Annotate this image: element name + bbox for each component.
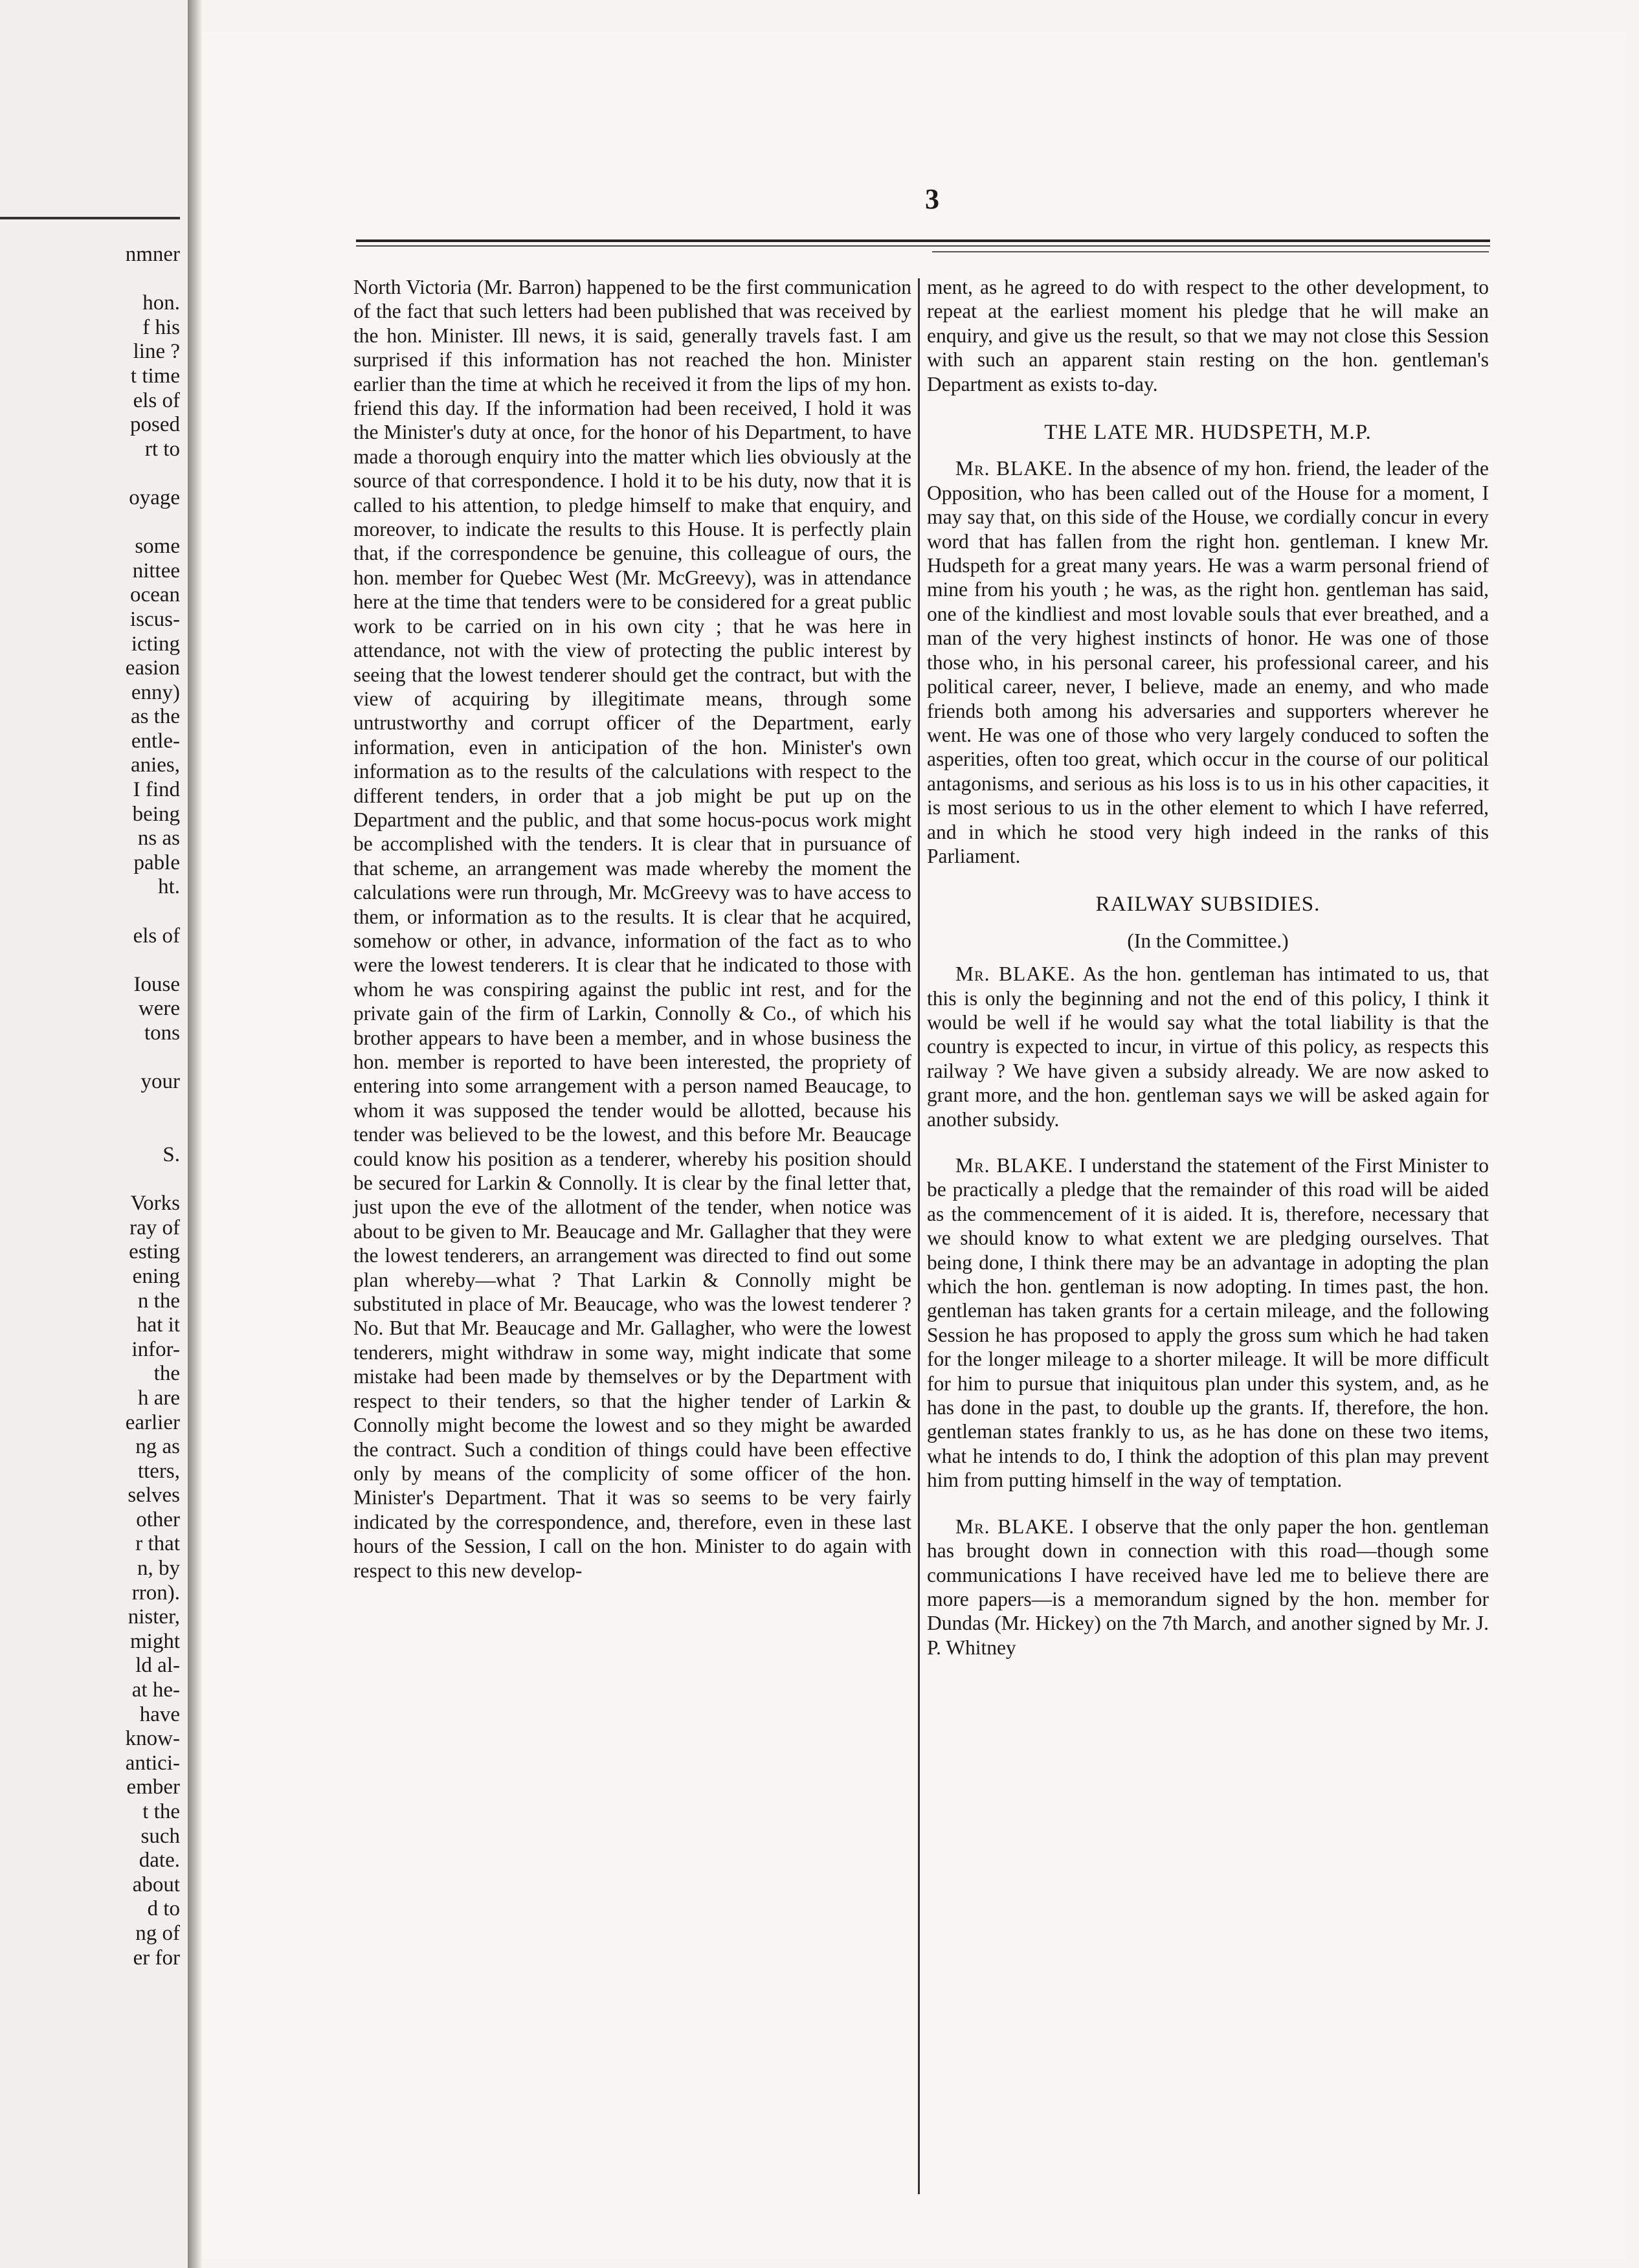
facing-page-line: tters, [137, 1459, 180, 1483]
right-column [927, 275, 1489, 1660]
header-rule-thin [356, 245, 1490, 247]
facing-page-line: iscus- [130, 607, 180, 631]
left-column-paragraph: North Victoria (Mr. Barron) happened to be the first communication of the fact that such letters had been published that was received by the hon. Minister. Ill news, it is said, generally travels fast. I am surprised if this information has not reached the hon. Minister earlier than the time at which he received it from the lips of my hon. friend this day. If the information had been received, I hold it was the Minister's duty at once, for the honor of his Department, to have made a thorough enquiry into the matter which lies obviously at the source of that correspondence. I hold it to be his duty, now that it is called to his attention, to pledge himself to make that enquiry, and moreover, to indicate the results to this House. It is perfectly plain that, if the correspondence be genuine, this colleague of ours, the hon. member for Quebec West (Mr. McGreevy), was in attendance here at the time that tenders were to be considered for a great public work to be carried on in his own city ; that he was here in attendance, not with the view of protecting the public interest by seeing that the lowest tenderer should get the contract, but with the view of acquiring by illegitimate means, through some untrustworthy and corrupt officer of the Department, early information, even in anticipation of the hon. Minister's own information as to the results of the calculations with respect to the different tenders, in order that a job might be put up on the Department and the public, and that some hocus-pocus work might be accomplished with the tenders. It is clear that in pursuance of that scheme, an arrangement was made whereby the moment the calculations were run through, Mr. McGreevy was to have access to them, or information as to the results. It is clear that he acquired, somehow or other, in advance, information of the fact as to who were the lowest tenderers. It is clear that he indicated to those with whom he was conspiring against the public int rest, and for the private gain of the firm of Larkin, Connolly & Co., of which his brother appears to have been a member, and in whose business the hon. member is reported to have been interested, the propriety of entering into some arrangement with a person named Beaucage, to whom it was supposed the tender would be allotted, because his tender was believed to be the lowest, and this before Mr. Beaucage could know his position as a tenderer, whereby his position should be secured for Larkin & Connolly. It is clear by the final letter that, just upon the eve of the allotment of the tender, when notice was about to be given to Mr. Beaucage and Mr. Gallagher that they were the lowest tenderers, an arrangement was directed to find out some plan whereby—what ? That Larkin & Connolly might be substituted in place of Mr. Beaucage, who was the lowest tenderer ? No. But that Mr. Beaucage and Mr. Gallagher, who were the lowest tenderers, might withdraw in some way, might indicate that some mistake had been made by themselves or by the Department with respect to their tenders, so that the higher tender of Larkin & Connolly might become the lowest and so they might be awarded the contract. Such a condition of things could have been effective only by means of the complicity of some officer of the hon. Minister's Department. That it was so seems to be very fairly indicated by the correspondence, and, therefore, even in these last hours of the Session, I call on the hon. Minister to do again with respect to this new develop- [353, 276, 911, 1582]
facing-page-line: t time [130, 364, 180, 388]
facing-page-line: icting [131, 632, 180, 656]
facing-page-line: nittee [132, 559, 180, 583]
facing-page-line: line ? [133, 340, 180, 364]
hudspeth-paragraph [927, 456, 1489, 868]
facing-page-line: hon. [142, 291, 180, 315]
section-heading-hudspeth: THE LATE MR. HUDSPETH, M.P. [1044, 421, 1372, 445]
facing-page-line: r that [135, 1532, 180, 1556]
facing-page-line [4, 1046, 180, 1071]
facing-page-line: earlier [125, 1410, 180, 1434]
facing-page-line: pable [133, 850, 180, 874]
facing-page-line: t the [142, 1800, 180, 1823]
facing-page-line: enny) [131, 680, 180, 704]
facing-page-line: date. [139, 1849, 180, 1873]
facing-page-line: as the [130, 705, 180, 729]
facing-page-line: infor- [131, 1337, 180, 1361]
facing-page-line: ht. [158, 875, 180, 899]
facing-page-line: easion [125, 656, 180, 680]
facing-page-line: tons [144, 1021, 180, 1045]
speech-text: I observe that the only paper the hon. gentleman has brought down in connection with this road—though some communications I have received have led me to believe there are more papers—is a memorandum signed by the hon. member for Dundas (Mr. Hickey) on the 7th March, and another signed by Mr. J. P. Whitney [927, 1515, 1489, 1659]
header-rule-short [932, 251, 1489, 252]
facing-page-line: ld al- [135, 1654, 180, 1678]
left-column [353, 275, 911, 1583]
speech-text: In the absence of my hon. friend, the leader of the Opposition, who has been called out of the House for a moment, I may say that, on this side of the House, we cordially concur in every word that has fallen from the right hon. gentleman. I knew Mr. Hudspeth for a great many years. He was a warm personal friend of mine from his youth ; he was, as the right hon. gentleman has said, one of the kindliest and most lovable souls that ever breathed, and a man of the very highest instincts of honor. He was one of those those who, in his personal career, his professional career, and his political career, never, I believe, made an enemy, and who made friends both among his adversaries and supporters wherever he went. He was one of those who very largely conduced to soften the asperities, often too great, which occur in the course of our political antagonisms, and serious as his loss is to us in his other capacities, it is most serious to us in the other element to which I have referred, and in which he stood very high indeed in the ranks of this Parliament. [927, 457, 1489, 867]
facing-page-line: els of [133, 924, 180, 948]
facing-page-line: posed [130, 413, 180, 437]
facing-page-line: might [129, 1629, 180, 1653]
facing-page-fragment [0, 0, 188, 2268]
page-number: 3 [925, 183, 939, 215]
facing-page-line: know- [125, 1727, 180, 1751]
column-divider [918, 278, 920, 2194]
facing-page-line: S. [162, 1142, 180, 1166]
speaker-name: Mr. BLAKE. [955, 457, 1073, 480]
facing-page-line: rron). [131, 1581, 180, 1605]
facing-page-line: nmner [125, 243, 180, 266]
header-rule [356, 239, 1490, 242]
facing-page-line: about [132, 1873, 180, 1896]
railway-paragraph-1 [927, 962, 1489, 1131]
facing-page-rule [0, 217, 180, 219]
facing-page-line: have [139, 1702, 180, 1726]
facing-page-line: hat it [137, 1313, 180, 1337]
facing-page-line: at he- [131, 1678, 180, 1702]
speaker-name: Mr. BLAKE. [955, 1515, 1075, 1538]
facing-page-line: antici- [125, 1751, 180, 1775]
facing-page-line: such [140, 1824, 180, 1848]
facing-page-line: the [153, 1362, 180, 1386]
facing-page-line: entle- [131, 729, 180, 753]
facing-page-line: ng of [135, 1921, 180, 1945]
facing-page-line: f his [142, 315, 180, 339]
book-gutter [188, 0, 202, 2268]
speaker-name: Mr. BLAKE. [955, 962, 1076, 986]
facing-page-line: d to [147, 1897, 180, 1921]
facing-page-line [4, 1118, 180, 1143]
facing-page-line: Vorks [130, 1192, 180, 1216]
facing-page-line: other [136, 1507, 180, 1531]
facing-page-line [4, 511, 180, 535]
section-heading-railway: RAILWAY SUBSIDIES. [1095, 893, 1321, 917]
facing-page-line: oyage [129, 485, 180, 509]
continuation-paragraph: ment, as he agreed to do with respect to the other development, to repeat at the earliest moment his pledge that he will make an enquiry, and give us the result, so that we may not close this Session with such an apparent stain resting on the hon. gentleman's Department as exists to-day. [927, 276, 1489, 395]
facing-page-line: rt to [144, 437, 180, 461]
facing-page-line: er for [133, 1946, 180, 1970]
facing-page-line: n, by [137, 1557, 180, 1581]
facing-page-line: I find [133, 778, 180, 802]
facing-page-line: anies, [130, 753, 180, 777]
facing-page-line: ng as [135, 1435, 180, 1459]
facing-page-line [4, 1095, 180, 1119]
facing-page-line: esting [129, 1240, 180, 1264]
facing-page-line: ember [126, 1775, 180, 1799]
facing-page-line: Iouse [133, 972, 180, 996]
facing-page-line: ray of [129, 1216, 180, 1240]
facing-page-line: selves [128, 1484, 180, 1507]
facing-page-line: els of [133, 388, 180, 412]
facing-page-line: nister, [128, 1605, 180, 1629]
facing-page-line: n the [137, 1289, 180, 1313]
facing-page-line [4, 1168, 180, 1192]
facing-page-line: ening [132, 1264, 180, 1288]
speaker-name: Mr. BLAKE. [955, 1154, 1074, 1177]
facing-page-line [4, 900, 180, 924]
facing-page-line [4, 267, 180, 292]
speech-text: I understand the statement of the First Minister to be practically a pledge that the remainder of this road will be aided as the commencement of it is aided. It is, therefore, necessary that we should know to what extent we are pledging ourselves. That being done, I think there may be an advantage in adopting the plan which the hon. gentleman is now adopting. In times past, the hon. gentleman has taken grants for a certain mileage, and the following Session he has proposed to apply the gross sum which he had taken for the longer mileage to a shorter mileage. It will be more difficult for him to pursue that iniquitous plan under this system, and, as he has done in the past, to double up the grants. If, therefore, the hon. gentleman states frankly to us, as he has done on these two items, what he intends to do, I think the adoption of this plan may prevent him from putting himself in the way of temptation. [927, 1154, 1489, 1492]
facing-page-line: being [132, 802, 180, 826]
facing-page-text [4, 243, 180, 1970]
facing-page-line: ocean [130, 583, 180, 607]
facing-page-line [4, 461, 180, 486]
section-subheading-committee: (In the Committee.) [1127, 929, 1289, 952]
facing-page-line: were [138, 997, 180, 1021]
facing-page-line: h are [137, 1386, 180, 1410]
facing-page-line: ns as [137, 827, 180, 850]
speech-text: As the hon. gentleman has intimated to us, that this is only the beginning and not the end of this policy, I think it would be well if he would say what the total liability is that the country is expected to incur, in virtue of this policy, as respects this railway ? We have given a subsidy already. We are now asked to grant more, and the hon. gentleman says we will be asked again for another subsidy. [927, 962, 1489, 1131]
facing-page-line [4, 948, 180, 973]
facing-page-line: your [140, 1070, 180, 1094]
railway-paragraph-3 [927, 1515, 1489, 1660]
facing-page-line: some [135, 535, 180, 559]
railway-paragraph-2 [927, 1153, 1489, 1493]
